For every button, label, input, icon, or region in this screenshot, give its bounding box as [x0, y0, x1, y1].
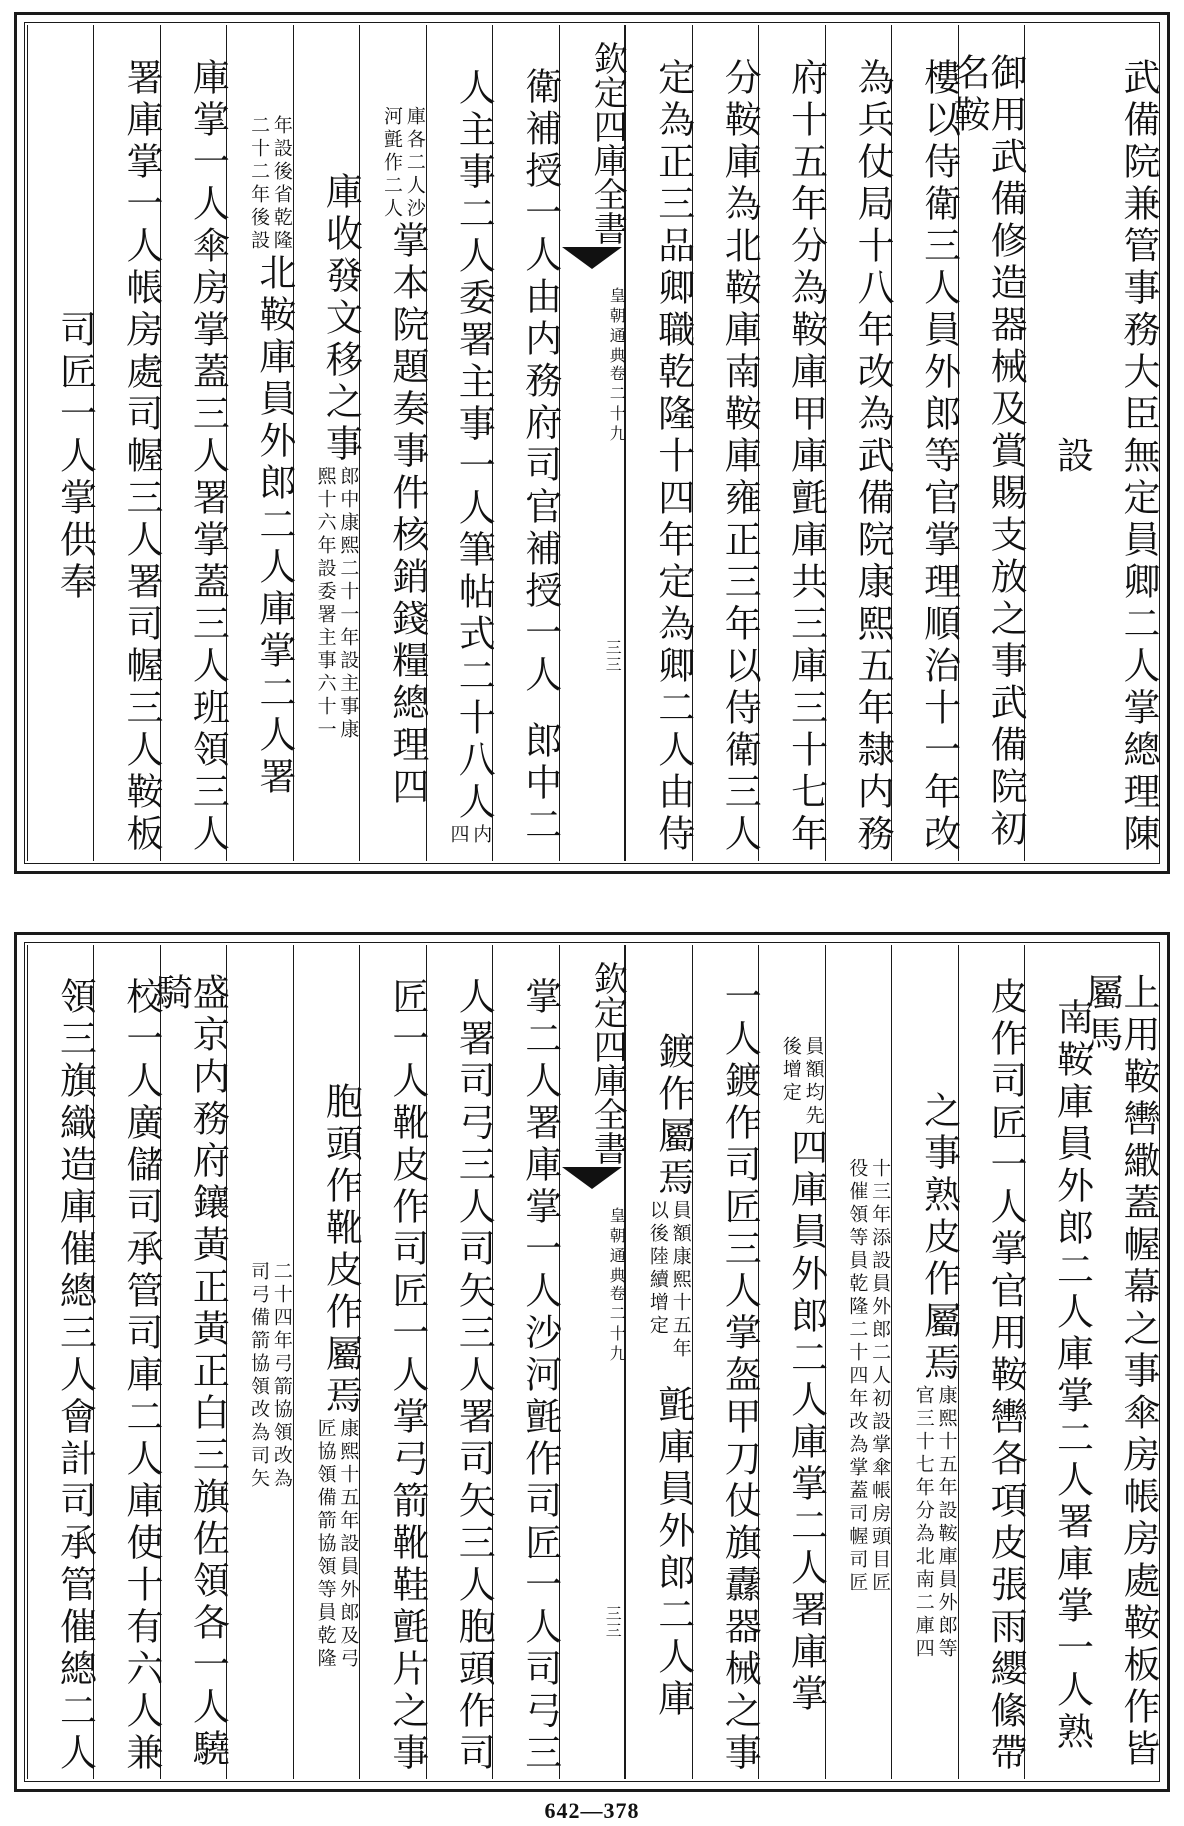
center-band — [559, 25, 628, 861]
annotation-note — [646, 1200, 692, 1361]
main-text-continued: 氈庫員外郎二人庫 — [651, 1384, 695, 1721]
top-page-panel — [14, 12, 1170, 874]
main-text: 御用武備修造器械及賞賜支放之事武備院初名鞍 — [947, 53, 1028, 851]
fishtail-mark — [562, 247, 622, 275]
annotation-line: 河氈作二人 — [381, 105, 404, 221]
main-text: 分鞍庫為北鞍庫南鞍庫雍正三年以侍衛三人 — [718, 58, 762, 856]
text-column — [27, 25, 97, 861]
annotation-note — [779, 1036, 825, 1128]
main-text: 之事熟皮作屬焉 — [917, 1091, 961, 1385]
annotation-line: 以後陸續增定 — [646, 1199, 669, 1338]
main-text: 人主事二人委署主事一人筆帖式二十八人 — [452, 67, 496, 824]
annotation-line: 後增定 — [779, 1036, 802, 1105]
text-column — [758, 25, 828, 861]
main-text: 樓以侍衛三人員外郎等官掌理順治十一年改 — [917, 58, 961, 856]
text-column — [359, 945, 429, 1779]
main-text: 皮作司匠一人掌官用鞍轡各項皮張雨纓絛帶 — [984, 977, 1028, 1775]
annotation-line: 員額康熙十五年 — [669, 1199, 692, 1361]
main-text: 司匠一人掌供奉 — [53, 310, 97, 604]
main-text: 庫掌一人傘房掌蓋三人署掌蓋三人班領三人 — [186, 58, 230, 856]
annotation-line: 司弓備箭協領改為司矢 — [248, 1261, 271, 1491]
annotation-line: 内 — [470, 823, 493, 847]
text-column — [426, 945, 496, 1779]
page-number: 642—378 — [544, 1798, 640, 1823]
text-column — [947, 25, 1028, 861]
main-text: 武備院兼管事務大臣無定員卿二人掌總理陳 — [1117, 58, 1160, 856]
annotation-line: 二十二年後設 — [248, 115, 271, 253]
annotation-note — [314, 1418, 360, 1671]
juan-number: 卷二十九 — [607, 1285, 627, 1365]
bottom-page-panel — [14, 932, 1170, 1792]
annotation-note — [247, 1261, 293, 1491]
text-column — [160, 25, 230, 861]
text-column — [692, 25, 762, 861]
center-band — [559, 945, 628, 1779]
book-title: 欽定四庫全書 — [587, 961, 628, 1165]
main-text: 領三旗織造庫催總三人會計司承管催總二人 — [53, 977, 97, 1775]
text-column — [758, 945, 828, 1779]
main-text: 匠一人靴皮作司匠一人掌弓箭靴鞋氈片之事 — [385, 977, 429, 1775]
text-column — [293, 945, 363, 1779]
text-column — [93, 25, 163, 861]
text-column — [825, 945, 891, 1779]
annotation-line: 熙十六年設委署主事六十一 — [314, 466, 337, 742]
text-column — [226, 945, 292, 1779]
annotation-line: 二十四年弓箭協領改為 — [270, 1261, 293, 1491]
annotation-note — [912, 1385, 958, 1661]
annotation-note — [846, 1158, 892, 1595]
fishtail-mark — [562, 1167, 622, 1195]
text-column — [891, 25, 961, 861]
main-text: 掌本院題奏事件核銷錢糧總理四 — [385, 220, 429, 809]
text-column — [226, 25, 296, 861]
text-column — [27, 945, 97, 1779]
text-column — [149, 945, 230, 1779]
text-column — [958, 945, 1028, 1779]
main-text: 北鞍庫員外郎二人庫掌二人署 — [252, 253, 296, 799]
main-text: 定為正三品卿職乾隆十四年定為卿二人由侍 — [651, 58, 695, 856]
annotation-line: 年設後省乾隆 — [270, 115, 293, 253]
text-column — [1024, 945, 1094, 1779]
main-text: 盛京内務府鑲黃正黃正白三旗佐領各一人驍騎 — [149, 973, 230, 1771]
main-text: 校一人廣儲司承管司庫二人庫使十有六人兼 — [119, 977, 163, 1775]
main-text: 府十五年分為鞍庫甲庫氈庫共三庫三十七年 — [784, 58, 828, 856]
text-column — [426, 25, 496, 861]
main-text: 人署司弓三人司矢三人署司矢三人胞頭作司 — [452, 977, 496, 1775]
annotation-line: 役催領等員乾隆二十四年改為掌蓋司幄司匠 — [846, 1157, 869, 1595]
book-title: 欽定四庫全書 — [587, 41, 628, 245]
main-text: 署庫掌一人帳房處司幄三人署司幄三人鞍板 — [119, 58, 163, 856]
main-text: 南鞍庫員外郎二人庫掌二人署庫掌一人熟 — [1050, 998, 1094, 1754]
annotation-note — [247, 115, 293, 253]
text-column — [492, 945, 562, 1779]
main-text: 設 — [1050, 436, 1094, 478]
section-title: 皇朝通典 — [607, 287, 627, 367]
annotation-line: 員額均先 — [802, 1036, 825, 1128]
section-title: 皇朝通典 — [607, 1207, 627, 1287]
annotation-note — [447, 824, 493, 847]
text-column — [359, 25, 429, 861]
folio-number: 三三 — [603, 639, 623, 673]
text-column — [692, 945, 762, 1779]
annotation-line: 郎中康熙二十一年設主事康 — [337, 466, 360, 742]
annotation-note — [380, 106, 426, 221]
text-column — [1024, 25, 1094, 861]
main-text: 鍍作屬焉 — [651, 1031, 695, 1200]
text-column — [825, 25, 895, 861]
annotation-line: 十三年添設員外郎二人初設掌傘帳房頭目匠 — [869, 1157, 892, 1595]
text-column — [625, 25, 695, 861]
main-text: 為兵仗局十八年改為武備院康熙五年隸内務 — [851, 58, 895, 856]
annotation-line: 官三十七年分為北南二庫四 — [912, 1385, 935, 1661]
annotation-line: 康熙十五年設鞍庫員外郎等 — [935, 1385, 958, 1661]
annotation-note — [314, 466, 360, 742]
main-text: 一人鍍作司匠三人掌盔甲刀仗旗纛器械之事 — [718, 977, 762, 1775]
annotation-line: 匠協領備箭協領等員乾隆 — [314, 1417, 337, 1671]
text-column — [93, 945, 163, 1779]
annotation-line: 庫各二人沙 — [403, 105, 426, 221]
text-column — [891, 945, 961, 1779]
main-text: 庫收發文移之事 — [319, 172, 363, 466]
main-text: 胞頭作靴皮作屬焉 — [319, 1081, 363, 1418]
text-column — [1080, 945, 1160, 1779]
annotation-line: 四 — [447, 823, 470, 847]
main-text: 掌二人署庫掌一人沙河氈作司匠一人司弓三 — [518, 977, 562, 1775]
main-text: 四庫員外郎二人庫掌二人署庫掌 — [784, 1128, 828, 1716]
text-column — [293, 25, 363, 861]
juan-number: 卷二十九 — [607, 365, 627, 445]
folio-number: 三三 — [603, 1605, 623, 1639]
text-column — [1091, 25, 1160, 861]
main-text-continued: 郎中二 — [518, 721, 562, 847]
main-text: 上用鞍轡繖蓋幄幕之事傘房帳房處鞍板作皆屬馬 — [1080, 973, 1160, 1771]
main-text: 衛補授一人由内務府司官補授一人 — [518, 67, 562, 697]
text-column — [625, 945, 695, 1779]
annotation-line: 康熙十五年設員外郎及弓 — [337, 1417, 360, 1671]
text-column — [492, 25, 562, 861]
